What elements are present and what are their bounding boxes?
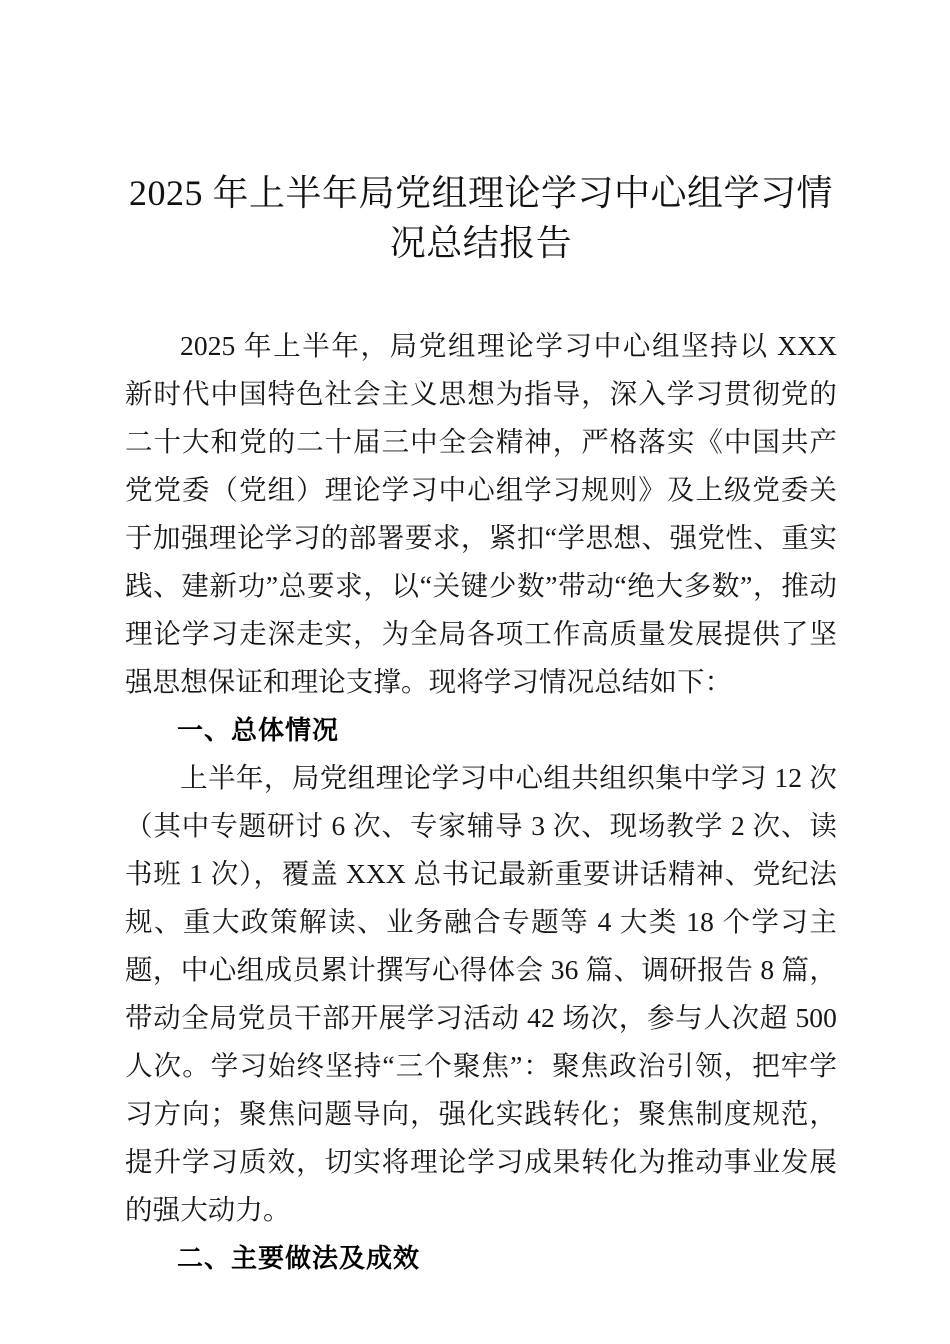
section-heading-overall-situation: 一、总体情况 <box>177 715 340 745</box>
paragraph-overall-situation: 上半年，局党组理论学习中心组共组织集中学习 12 次（其中专题研讨 6 次、专家辅导 3 次、现场教学 2 次、读书班 1 次），覆盖 XXX 总书记最新重要讲话精神、党纪法规、重大政策解读、业务融合专题等 4 大类 18 个学习主题，中心组成员累计撰写心得体会 36 篇、调研报告 8 篇，带动全局党员干部开展学习活动 42 场次，参与人次超 500 人次。学习始终坚持“三个聚焦”：聚焦政治引领，把牢学习方向；聚焦问题导向，强化实践转化；聚焦制度规范，提升学习质效，切实将理论学习成果转化为推动事业发展的强大动力。 <box>125 762 837 1225</box>
page-title: 2025 年上半年局党组理论学习中心组学习情况总结报告 <box>128 173 833 263</box>
paragraph-intro: 2025 年上半年，局党组理论学习中心组坚持以 XXX 新时代中国特色社会主义思想为指导，深入学习贯彻党的二十大和党的二十届三中全会精神，严格落实《中国共产党党委（党组）理论学习中心组学习规则》及上级党委关于加强理论学习的部署要求，紧扣“学思想、强党性、重实践、建新功”总要求，以“关键少数”带动“绝大多数”，推动理论学习走深走实，为全局各项工作高质量发展提供了坚强思想保证和理论支撑。现将学习情况总结如下： <box>125 330 837 697</box>
section-heading-main-practices: 二、主要做法及成效 <box>177 1243 421 1273</box>
document-body <box>125 0 837 1282</box>
